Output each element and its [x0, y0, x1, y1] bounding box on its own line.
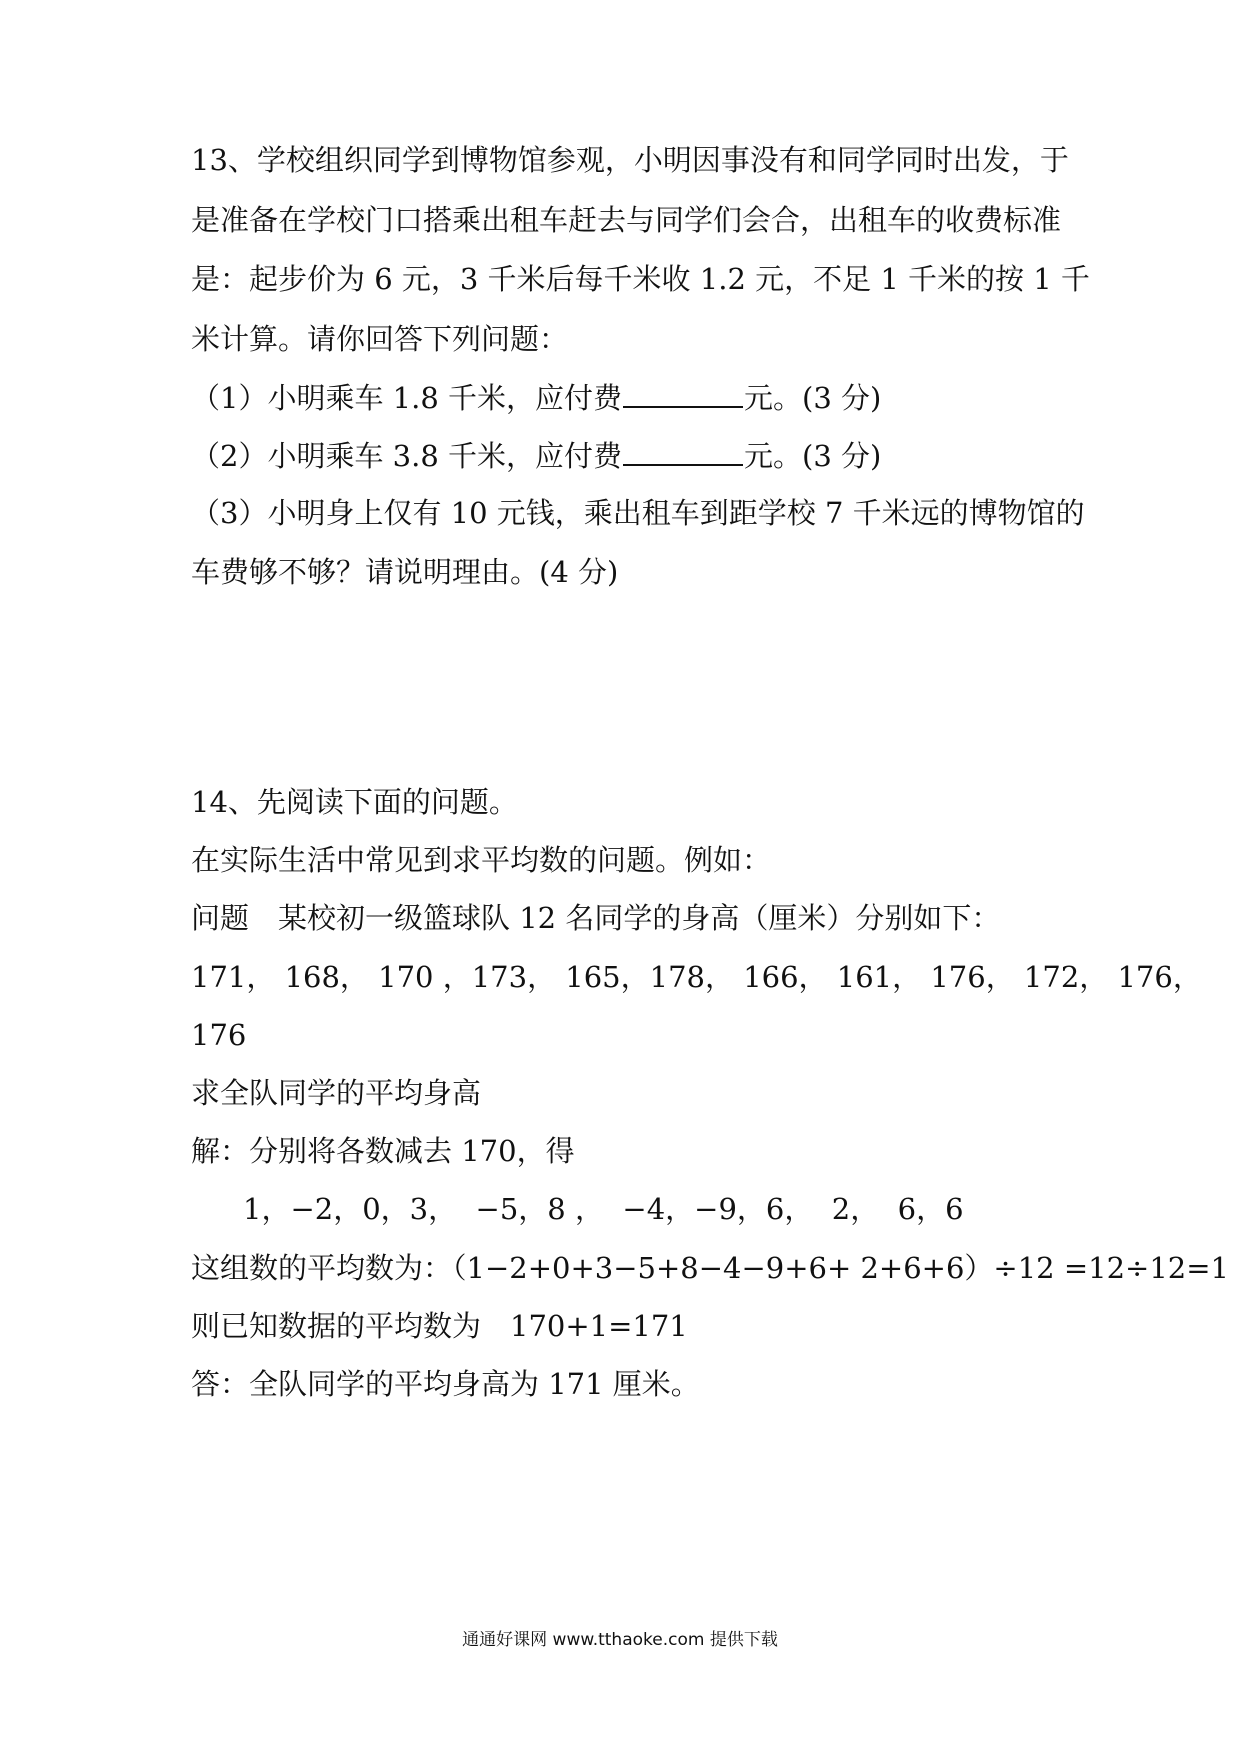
q14-solution-step-1: 解：分别将各数减去 170，得 [191, 1134, 575, 1168]
q14-problem: 问题 某校初一级篮球队 12 名同学的身高（厘米）分别如下： [191, 901, 1001, 935]
q14-data-line-1: 171， 168， 170 ，173， 165，178， 166， 161， 176， 172， 176， [191, 960, 1202, 994]
q13-stem-line-1: 13、学校组织同学到博物馆参观，小明因事没有和同学同时出发，于 [191, 143, 1069, 177]
footer-source: 通通好课网 www.tthaoke.com 提供下载 [462, 1630, 778, 1650]
q14-answer: 答：全队同学的平均身高为 171 厘米。 [191, 1367, 700, 1401]
q13-part-1-answer-blank [623, 376, 743, 408]
q14-data-line-2: 176 [191, 1018, 247, 1052]
q14-result: 则已知数据的平均数为 170+1=171 [191, 1309, 688, 1343]
q13-stem-line-3: 是：起步价为 6 元，3 千米后每千米收 1.2 元，不足 1 千米的按 1 千 [191, 262, 1090, 296]
q14-intro: 在实际生活中常见到求平均数的问题。例如： [191, 843, 772, 877]
q13-part-1 [191, 376, 1061, 418]
q13-stem-line-4: 米计算。请你回答下列问题： [191, 322, 569, 356]
q13-part-2 [191, 434, 1061, 476]
q14-average-calc: 这组数的平均数为：（1−2+0+3−5+8−4−9+6+ 2+6+6）÷12 =12÷12=1 [191, 1251, 1229, 1285]
q14-differences: 1，−2，0，3， −5，8 ， −4，−9，6， 2， 6，6 [243, 1192, 964, 1226]
q13-part-1-unit: 元。(3 分) [744, 381, 882, 415]
q13-part-2-answer-blank [623, 434, 743, 466]
q13-part-2-text: （2）小明乘车 3.8 千米，应付费 [191, 439, 623, 473]
q13-stem-line-2: 是准备在学校门口搭乘出租车赶去与同学们会合，出租车的收费标准 [191, 203, 1062, 237]
q13-part-3-line-2: 车费够不够？请说明理由。(4 分) [191, 555, 619, 589]
q14-title: 14、先阅读下面的问题。 [191, 785, 518, 819]
q14-question: 求全队同学的平均身高 [191, 1076, 482, 1110]
q13-part-1-text: （1）小明乘车 1.8 千米，应付费 [191, 381, 623, 415]
q13-part-3-line-1: （3）小明身上仅有 10 元钱，乘出租车到距学校 7 千米远的博物馆的 [191, 496, 1085, 530]
q13-part-2-unit: 元。(3 分) [744, 439, 882, 473]
